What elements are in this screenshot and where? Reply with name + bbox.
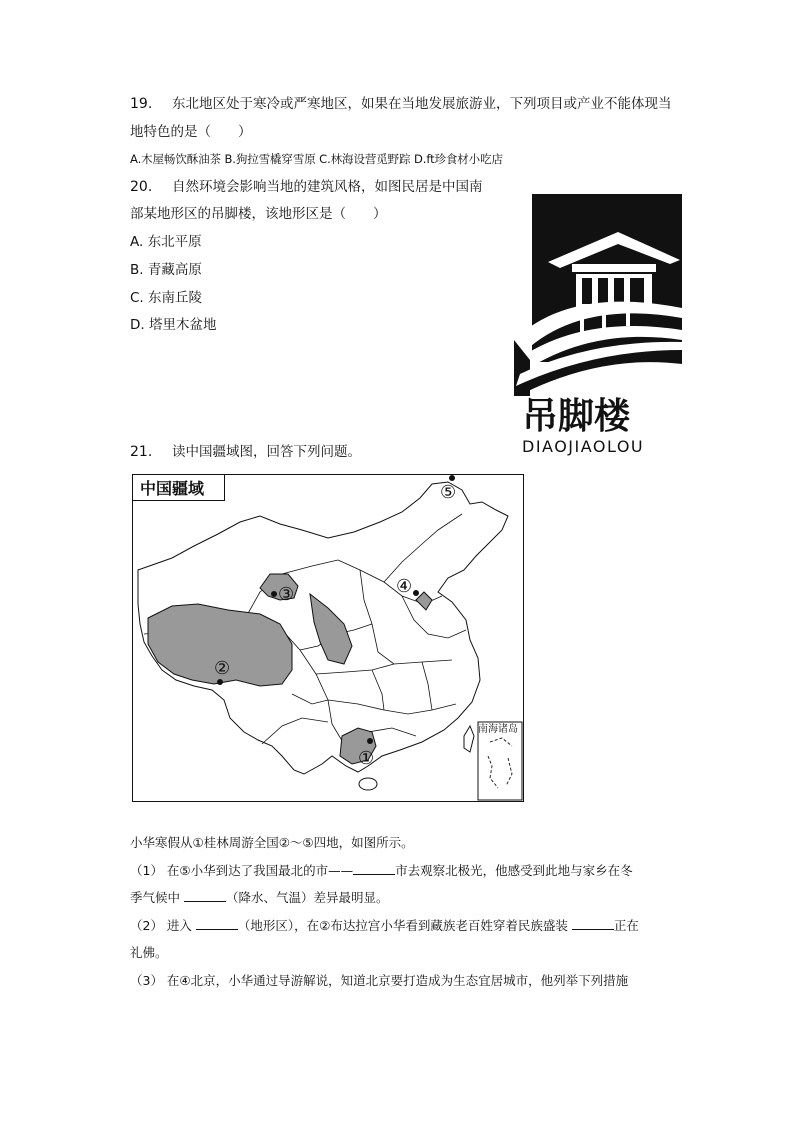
marker-1: ① [358,748,375,769]
q21-number: 21. [130,444,153,460]
q20-line2: 部某地形区的吊脚楼，该地形区是（ ） [130,206,387,222]
diaojiaolou-logo [510,190,686,456]
logo-title: 吊脚楼 [522,395,631,437]
marker-2: ② [214,658,231,679]
q21-intro: 小华寒假从①桂林周游全国②～⑤四地，如图所示。 [130,835,414,850]
q20-line1: 自然环境会影响当地的建筑风格，如图民居是中国南 [172,179,483,195]
q20-option-d: D. 塔里木盆地 [130,317,217,333]
marker-5: ⑤ [440,482,457,503]
map-title: 中国疆域 [140,479,205,498]
q21-blank-4[interactable] [572,917,614,930]
q20-option-a: A. 东北平原 [130,234,202,250]
marker-3: ③ [278,584,295,605]
q21-part3-line1: （3） 在④北京，小华通过导游解说，知道北京要打造成为生态宜居城市，他列举下列措施 [130,973,629,988]
map-inset-label: 南海诸岛 [478,724,518,735]
q20-option-b: B. 青藏高原 [130,262,202,278]
q21-blank-1[interactable] [353,862,395,875]
q20-option-c: C. 东南丘陵 [130,290,203,306]
q21-part1-line1: （1） 在⑤小华到达了我国最北的市—— 市去观察北极光，他感受到此地与家乡在冬 [130,863,633,878]
q19-line1: 东北地区处于寒冷或严寒地区，如果在当地发展旅游业，下列项目或产业不能体现当 [172,96,672,112]
q20-number: 20. [130,179,153,195]
q21-blank-3[interactable] [196,917,238,930]
q21-blank-2[interactable] [184,889,226,902]
q21-part2-line1: （2） 进入 （地形区），在②布达拉宫小华看到藏族老百姓穿着民族盛装 正在 [130,918,639,933]
q19-number: 19. [130,96,153,112]
marker-4: ④ [396,576,413,597]
china-map [132,474,524,802]
logo-subtitle: DIAOJIAOLOU [522,437,645,456]
q21-part2-line2: 礼佛。 [130,945,168,960]
q19-options: A.木屋畅饮酥油茶 B.狗拉雪橇穿雪原 C.林海设营觅野踪 D.ft珍食材小吃店 [130,152,503,166]
q21-line1: 读中国疆域图，回答下列问题。 [172,444,361,460]
q19-line2: 地特色的是（ ） [130,124,252,140]
q21-part1-line2: 季气候中 （降水、气温）差异最明显。 [130,890,389,905]
